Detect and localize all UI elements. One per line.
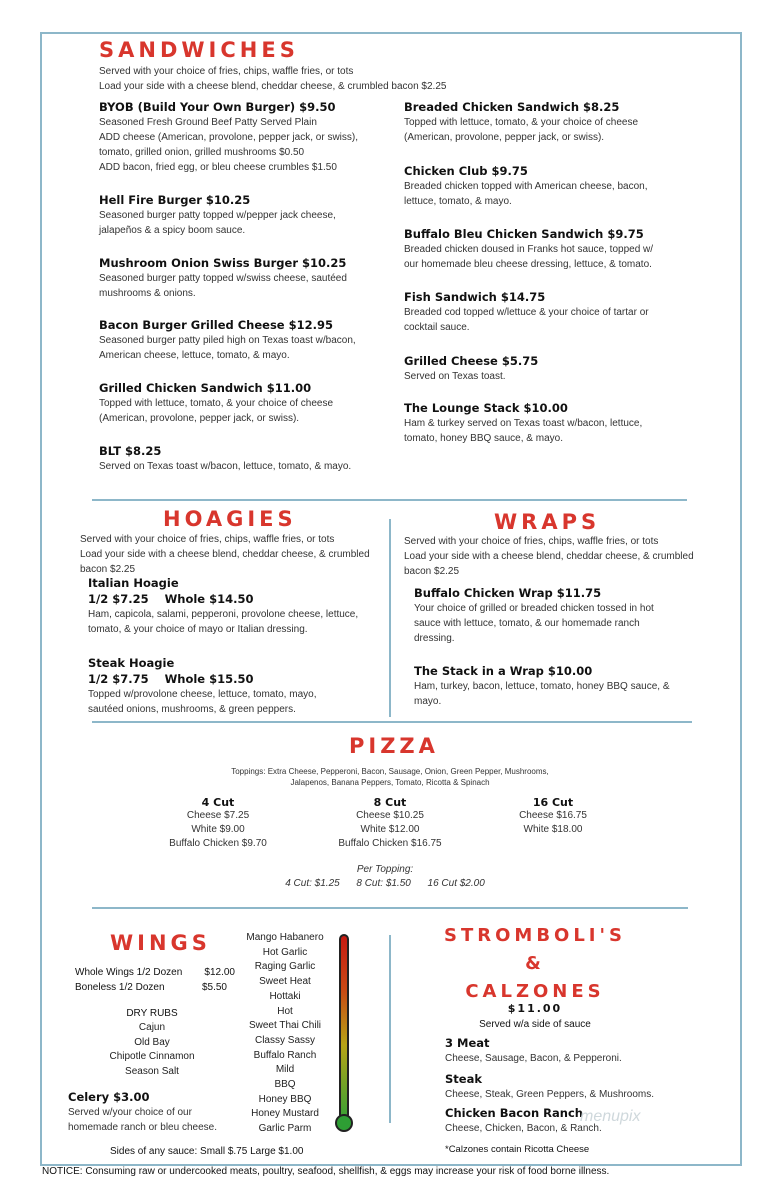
wings-prices: Whole Wings 1/2 Dozen $12.00 Boneless 1/2 Dozen $5.50 — [75, 967, 235, 993]
stromboli-price: $11.00 — [507, 1002, 563, 1015]
stromboli-item-3-meat: 3 Meat Cheese, Sausage, Bacon, & Pepperoni. — [445, 1036, 622, 1064]
stromboli-served: Served w/a side of sauce — [479, 1019, 591, 1030]
wrap-item-stack: The Stack in a Wrap $10.00 Ham, turkey, bacon, lettuce, tomato, honey BBQ sauce, & mayo. — [414, 664, 670, 707]
sandwich-item-mushroom-onion-swiss: Mushroom Onion Swiss Burger $10.25 Seasoned burger patty topped w/swiss cheese, sautéed mushrooms & onions. — [99, 256, 347, 299]
divider-hoagies-wraps — [389, 519, 391, 717]
sandwich-item-fish: Fish Sandwich $14.75 Breaded cod topped w/lettuce & your choice of tartar or cocktail sauce. — [404, 290, 649, 333]
stromboli-item-steak: Steak Cheese, Steak, Green Peppers, & Mushrooms. — [445, 1072, 654, 1100]
sandwich-item-grilled-cheese: Grilled Cheese $5.75 Served on Texas toast. — [404, 354, 539, 382]
hoagie-item-steak: Steak Hoagie 1/2 $7.75 Whole $15.50 Topped w/provolone cheese, lettuce, tomato, mayo, sautéed onions, mushrooms, & green peppers. — [88, 656, 317, 715]
sandwich-item-chicken-club: Chicken Club $9.75 Breaded chicken topped with American cheese, bacon, lettuce, tomato, & mayo. — [404, 164, 648, 207]
watermark: menupix — [580, 1108, 641, 1125]
pizza-per-topping: Per Topping: 4 Cut: $1.25 8 Cut: $1.50 16 Cut $2.00 — [285, 864, 485, 889]
sandwiches-heading: SANDWICHES — [99, 38, 299, 62]
item-title: BYOB (Build Your Own Burger) $9.50 — [99, 100, 336, 114]
heat-thermometer-icon — [339, 934, 349, 1120]
wraps-heading: WRAPS — [494, 510, 601, 534]
stromboli-item-chicken-bacon-ranch: Chicken Bacon Ranch Cheese, Chicken, Bacon, & Ranch. — [445, 1106, 602, 1134]
divider-wraps — [92, 721, 692, 723]
sandwich-item-bacon-burger-grilled-cheese: Bacon Burger Grilled Cheese $12.95 Seasoned burger patty piled high on Texas toast w/bacon, American cheese, lettuce, tomato, & mayo. — [99, 318, 356, 361]
pizza-size-16-cut: 16 Cut Cheese $16.75 White $18.00 — [519, 796, 587, 835]
wraps-intro: Served with your choice of fries, chips, waffle fries, or tots Load your side with a cheese blend, cheddar cheese, & crumbled bacon $2.25 — [404, 536, 694, 577]
sandwich-item-breaded-chicken: Breaded Chicken Sandwich $8.25 Topped with lettuce, tomato, & your choice of cheese (American, provolone, pepper jack, or swiss). — [404, 100, 639, 143]
pizza-size-8-cut: 8 Cut Cheese $10.25 White $12.00 Buffalo Chicken $16.75 — [338, 796, 442, 849]
divider-sandwiches — [92, 499, 687, 501]
divider-pizza — [92, 907, 688, 909]
divider-wings-stromboli — [389, 935, 391, 1123]
stromboli-heading: STROMBOLI'S & CALZONES — [444, 925, 626, 1002]
wing-sauce-list: Mango Habanero Hot Garlic Raging Garlic Sweet Heat Hottaki Hot Sweet Thai Chili Classy Sassy Buffalo Ranch Mild BBQ Honey BBQ Honey Mustard Garlic Parm — [246, 932, 324, 1135]
wings-heading: WINGS — [110, 931, 211, 955]
sandwich-item-blt: BLT $8.25 Served on Texas toast w/bacon, lettuce, tomato, & mayo. — [99, 444, 352, 472]
hoagies-intro: Served with your choice of fries, chips, waffle fries, or tots Load your side with a cheese blend, cheddar cheese, & crumbled bacon $2.25 — [80, 534, 370, 575]
sauce-sides-price: Sides of any sauce: Small $.75 Large $1.00 — [110, 1146, 304, 1157]
celery-item: Celery $3.00 Served w/your choice of our homemade ranch or bleu cheese. — [68, 1090, 217, 1133]
dry-rubs: DRY RUBS Cajun Old Bay Chipotle Cinnamon Season Salt — [109, 1008, 195, 1078]
calzone-note: *Calzones contain Ricotta Cheese — [445, 1144, 590, 1155]
sandwich-item-buffalo-bleu-chicken: Buffalo Bleu Chicken Sandwich $9.75 Breaded chicken doused in Franks hot sauce, topped w/ our homemade bleu cheese dressing, lettuce, & tomato. — [404, 227, 654, 270]
sandwich-item-byob: BYOB (Build Your Own Burger) $9.50 Seasoned Fresh Ground Beef Patty Served Plain ADD cheese (American, provolone, pepper jack, or swiss), tomato, grilled onion, grilled mushrooms $0.50 ADD bacon, fried egg, or bleu cheese crumbles $1.50 — [99, 100, 389, 175]
sandwich-item-hell-fire: Hell Fire Burger $10.25 Seasoned burger patty topped w/pepper jack cheese, jalapeños & a spicy boom sauce. — [99, 193, 336, 236]
sandwiches-intro: Served with your choice of fries, chips, waffle fries, or tots Load your side with a cheese blend, cheddar cheese, & crumbled bacon $2.25 — [99, 66, 447, 92]
pizza-heading: PIZZA — [349, 734, 439, 758]
sandwich-item-grilled-chicken: Grilled Chicken Sandwich $11.00 Topped with lettuce, tomato, & your choice of cheese (American, provolone, pepper jack, or swiss). — [99, 381, 334, 424]
hoagie-item-italian: Italian Hoagie 1/2 $7.25 Whole $14.50 Ham, capicola, salami, pepperoni, provolone cheese, lettuce, tomato, & your choice of mayo or Italian dressing. — [88, 576, 359, 635]
pizza-size-4-cut: 4 Cut Cheese $7.25 White $9.00 Buffalo Chicken $9.70 — [169, 796, 267, 849]
pizza-toppings: Toppings: Extra Cheese, Pepperoni, Bacon, Sausage, Onion, Green Pepper, Mushrooms, Jalapenos, Banana Peppers, Tomato, Ricotta & Spinach — [231, 767, 549, 787]
sandwich-item-lounge-stack: The Lounge Stack $10.00 Ham & turkey served on Texas toast w/bacon, lettuce, tomato, honey BBQ sauce, & mayo. — [404, 401, 643, 444]
hoagies-heading: HOAGIES — [163, 507, 297, 531]
heat-thermometer-bulb-icon — [335, 1114, 353, 1132]
health-notice: NOTICE: Consuming raw or undercooked meats, poultry, seafood, shellfish, & eggs may increase your risk of food borne illness. — [42, 1166, 610, 1177]
wrap-item-buffalo-chicken: Buffalo Chicken Wrap $11.75 Your choice of grilled or breaded chicken tossed in hot sauce with lettuce, tomato, & our homemade ranch dressing. — [414, 586, 654, 644]
